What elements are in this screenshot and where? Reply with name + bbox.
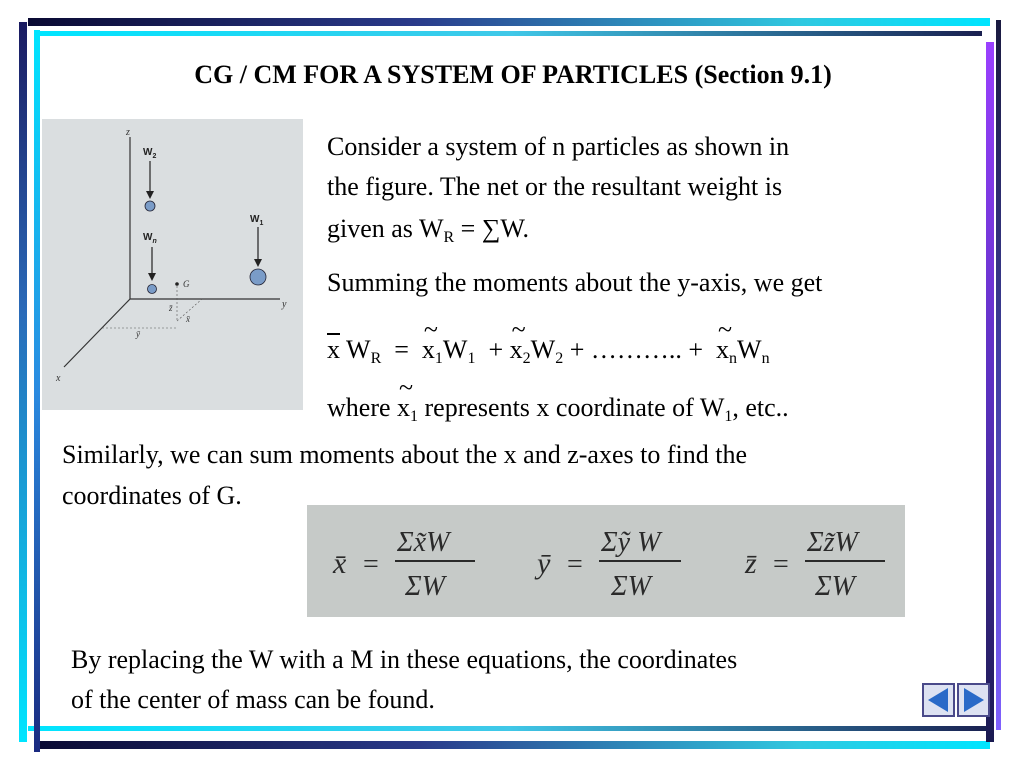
frame-bottom-bar (40, 741, 990, 749)
z-bar-label: z̄ (169, 303, 173, 313)
z-axis-label: z (126, 127, 130, 138)
previous-slide-button[interactable] (922, 683, 955, 717)
axes-diagram (42, 119, 303, 410)
x-tilde-n: ~ x (716, 330, 729, 370)
paragraph-1-line-3: given as $W_R = \sum W$. (327, 214, 530, 246)
x-axis-line (64, 299, 130, 367)
y-bar-lhs: ȳ (537, 547, 551, 580)
x-bar-symbol: $\overline{x}$ (327, 335, 340, 364)
wn-label: $W_n$ (143, 232, 157, 245)
paragraph-1-line-1: Consider a system of n particles as shown in (327, 132, 790, 161)
triangle-right-icon (959, 685, 988, 715)
x-tilde-where: ~ x (397, 388, 410, 428)
x-numerator: Σx̃W (397, 527, 450, 558)
paragraph-4-line-2: of the center of mass can be found. (71, 685, 435, 714)
paragraph-1-line-2: the figure. The net or the resultant weight is (327, 172, 783, 201)
w2-arrowhead (146, 191, 154, 199)
x-denominator: ΣW (405, 571, 445, 602)
triangle-left-icon (924, 685, 953, 715)
paragraph-2: Summing the moments about the y-axis, we get (327, 268, 823, 297)
y-denominator: ΣW (611, 571, 651, 602)
y-numerator: Σỹ W (601, 527, 661, 558)
wn-arrowhead (148, 273, 156, 281)
z-denominator: ΣW (815, 571, 855, 602)
x-tilde-1: ~ x (422, 330, 435, 370)
z-bar-lhs: z̄ (745, 547, 757, 580)
y-bar-label: ȳ (136, 329, 140, 339)
x-tilde-2: ~ x (510, 330, 523, 370)
x-bar-lhs: x̄ (333, 547, 347, 580)
particle-1 (250, 269, 266, 285)
frame-bottom-inner-bar (28, 726, 990, 731)
x-bar-label: x̄ (186, 314, 190, 324)
frame-right-bar (996, 20, 1001, 730)
frame-left-bar (19, 22, 27, 742)
w1-arrowhead (254, 259, 262, 267)
frame-left-inner-bar (34, 30, 40, 752)
z-equals: = (773, 549, 789, 580)
paragraph-3-line-2: coordinates of G. (62, 481, 242, 510)
y-axis-label: y (282, 299, 287, 310)
formulas-svg (307, 505, 905, 617)
y-equals: = (567, 549, 583, 580)
x-axis-label: x (56, 373, 61, 384)
slide-title: CG / CM FOR A SYSTEM OF PARTICLES (Section 9.1) (194, 60, 832, 89)
particle-system-figure (42, 119, 303, 410)
frame-top-inner-bar (40, 31, 982, 36)
paragraph-4-line-1: By replacing the W with a M in these equations, the coordinates (71, 645, 738, 674)
centroid-formulas-image (307, 505, 905, 617)
moment-equation: $\overline{x}$ $W_R$ = ~ $x_1W_1$ + ~ $x_2W_2$ + ……….. + ~ $x_nW_n$ (327, 330, 770, 370)
center-of-gravity-point (175, 282, 179, 286)
z-numerator: Σz̃W (807, 527, 858, 558)
particle-n (148, 285, 157, 294)
frame-right-inner-bar (986, 42, 994, 742)
where-line: where ~ $x_1$ represents x coordinate of $W_1$, etc.. (327, 388, 789, 428)
w1-label: $W_1$ (250, 214, 264, 227)
particle-2 (145, 201, 155, 211)
frame-top-bar (28, 18, 990, 26)
next-slide-button[interactable] (957, 683, 990, 717)
w2-label: $W_2$ (143, 147, 157, 160)
g-label: G (183, 279, 190, 289)
paragraph-3-line-1: Similarly, we can sum moments about the x and z-axes to find the (62, 440, 747, 469)
x-equals: = (363, 549, 379, 580)
